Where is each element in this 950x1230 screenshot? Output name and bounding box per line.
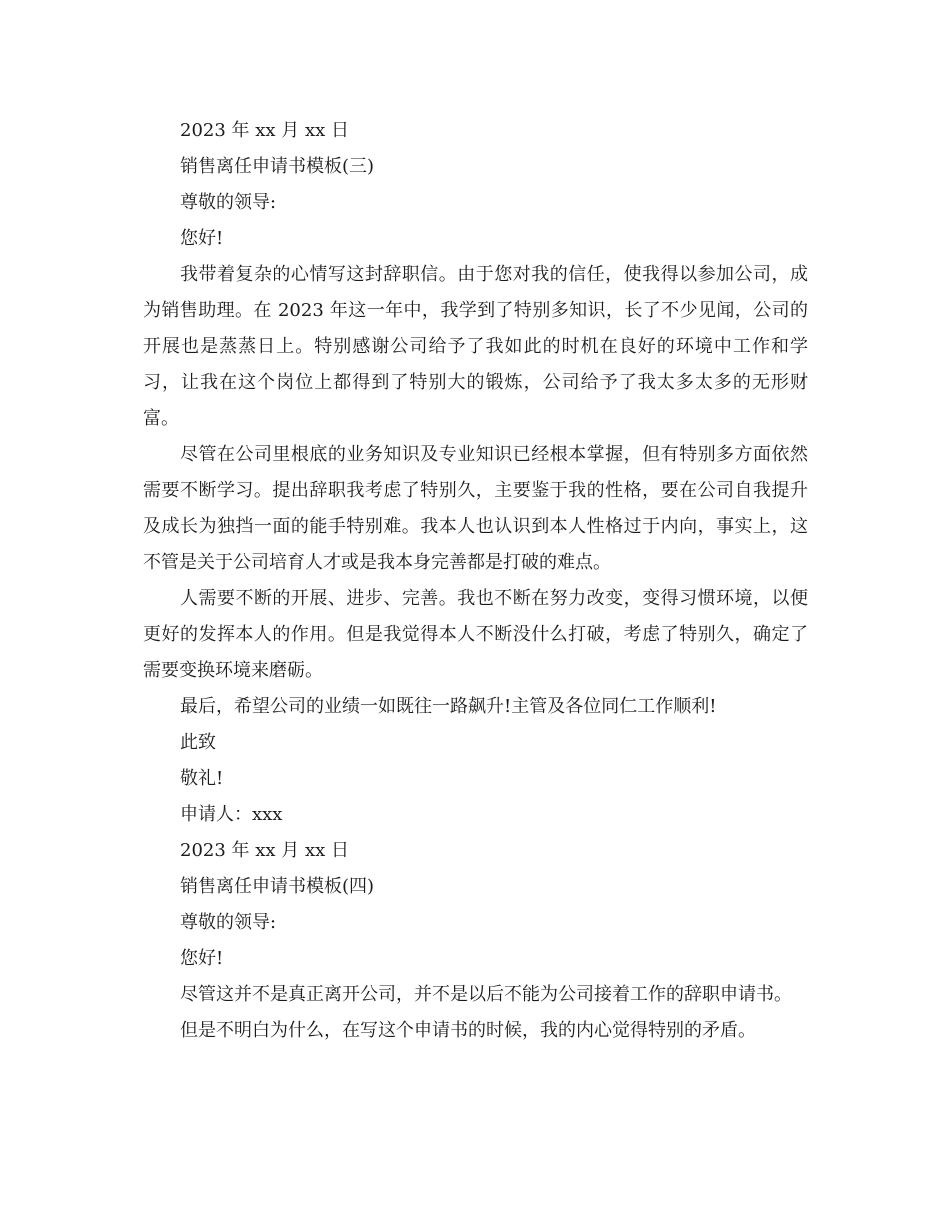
section-title: 销售离任申请书模板(四) xyxy=(180,876,375,897)
closing-line: 此致 xyxy=(180,732,216,753)
greeting: 您好! xyxy=(180,948,224,969)
date-line: 2023 年 xx 月 xx 日 xyxy=(180,840,350,861)
paragraph: 人需要不断的开展、进步、完善。我也不断在努力改变，变得习惯环境，以便更好的发挥本人的作用。但是我觉得本人不断没什么打破，考虑了特别久，确定了需要变换环境来磨砺。 xyxy=(143,588,808,681)
salutation: 尊敬的领导: xyxy=(180,912,277,933)
date-line: 2023 年 xx 月 xx 日 xyxy=(180,120,350,141)
document-body xyxy=(143,113,808,1049)
section-title: 销售离任申请书模板(三) xyxy=(180,156,375,177)
salutation: 尊敬的领导: xyxy=(180,192,277,213)
paragraph: 最后，希望公司的业绩一如既往一路飙升!主管及各位同仁工作顺利! xyxy=(180,696,717,717)
applicant-line: 申请人：xxx xyxy=(180,804,283,825)
greeting: 您好! xyxy=(180,228,224,249)
paragraph: 但是不明白为什么，在写这个申请书的时候，我的内心觉得特别的矛盾。 xyxy=(180,1020,756,1041)
closing-line: 敬礼! xyxy=(180,768,224,789)
paragraph: 我带着复杂的心情写这封辞职信。由于您对我的信任，使我得以参加公司，成为销售助理。在 2023 年这一年中，我学到了特别多知识，长了不少见闻，公司的开展也是蒸蒸日上。特别感谢公司给予了我如此的时机在良好的环境中工作和学习，让我在这个岗位上都得到了特别大的锻炼，公司给予了我太多太多的无形财富。 xyxy=(143,264,808,429)
paragraph: 尽管在公司里根底的业务知识及专业知识已经根本掌握，但有特别多方面依然需要不断学习。提出辞职我考虑了特别久，主要鉴于我的性格，要在公司自我提升及成长为独挡一面的能手特别难。我本人也认识到本人性格过于内向，事实上，这不管是关于公司培育人才或是我本身完善都是打破的难点。 xyxy=(143,444,808,573)
paragraph: 尽管这并不是真正离开公司，并不是以后不能为公司接着工作的辞职申请书。 xyxy=(180,984,792,1005)
